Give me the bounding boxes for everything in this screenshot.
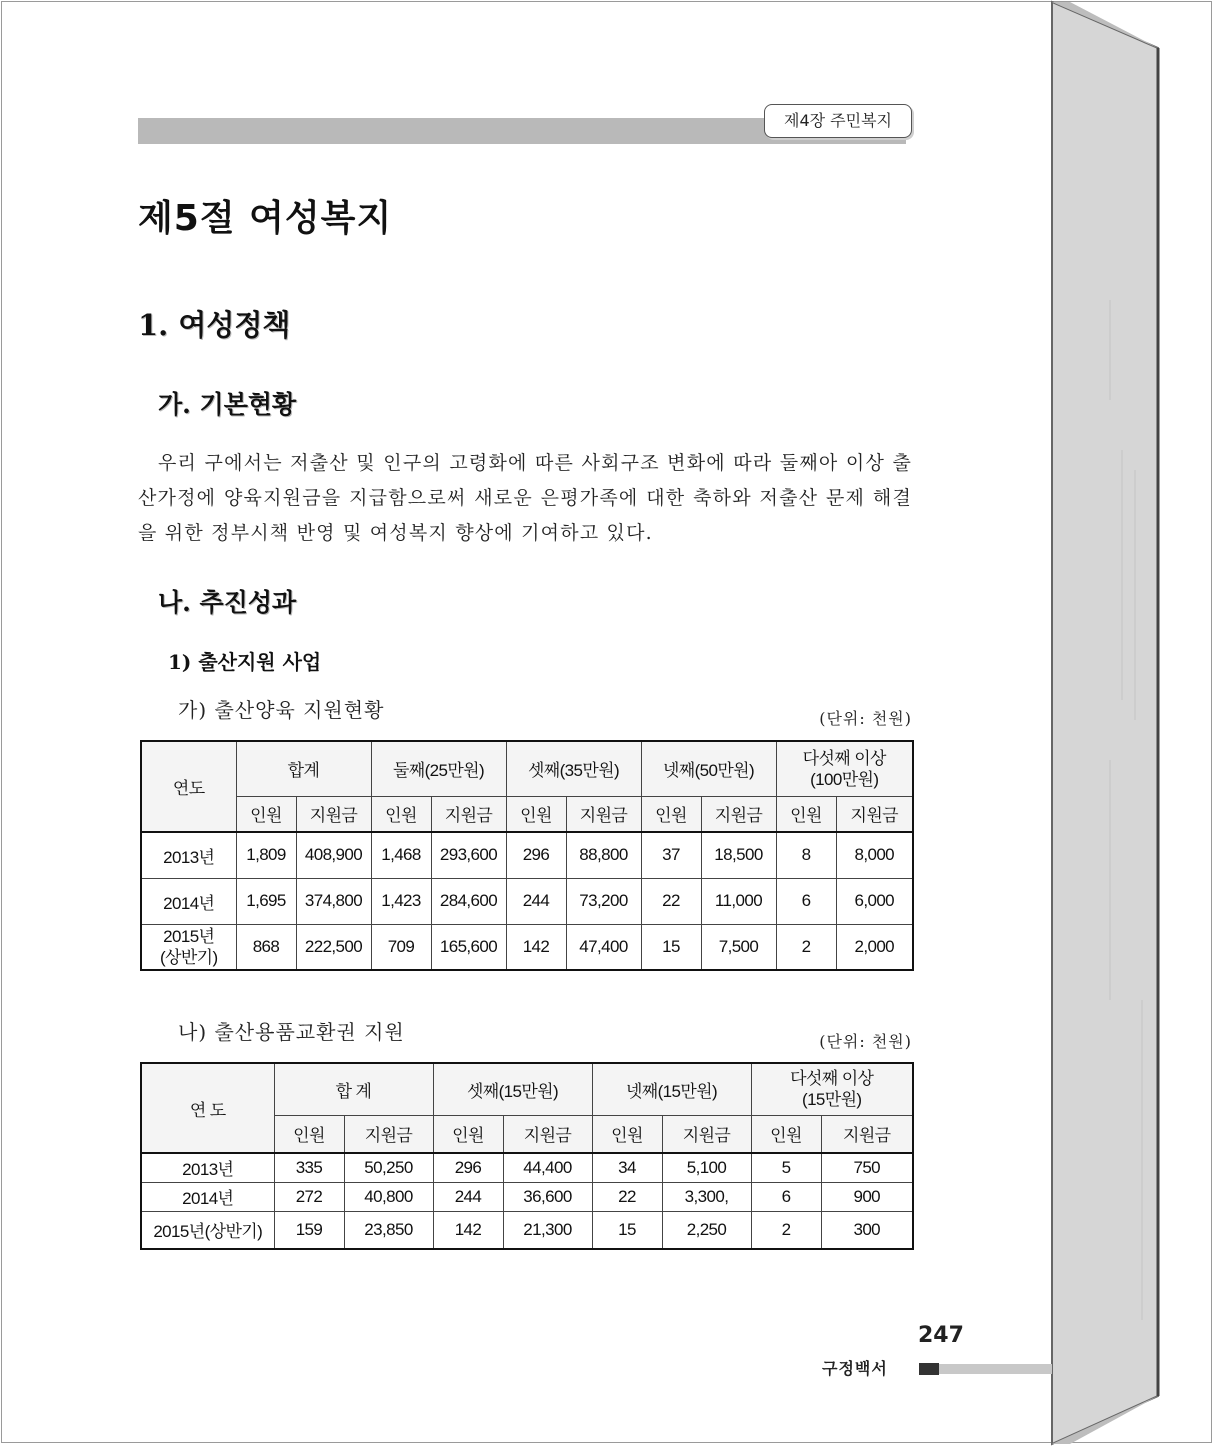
table-cell: 296 <box>506 832 566 878</box>
table-cell: 408,900 <box>296 832 371 878</box>
childcare-support-table <box>140 740 914 971</box>
chapter-tab: 제4장 주민복지 <box>764 104 912 138</box>
table-cell: 2 <box>776 924 836 970</box>
table-cell: 750 <box>821 1153 913 1182</box>
table2-group-third: 셋째(15만원) <box>433 1063 592 1115</box>
table-cell: 40,800 <box>344 1182 433 1211</box>
table-cell: 272 <box>274 1182 344 1211</box>
table2-unit: (단위: 천원) <box>819 1032 912 1051</box>
page-number: 247 <box>918 1323 964 1348</box>
table-cell: 5,100 <box>662 1153 751 1182</box>
footer-bar-dark <box>919 1363 939 1375</box>
table-cell: 709 <box>371 924 431 970</box>
table-cell: 142 <box>506 924 566 970</box>
table-cell: 244 <box>506 878 566 924</box>
table1-group-third: 셋째(35만원) <box>506 741 641 796</box>
table2-group-fifth <box>751 1063 913 1115</box>
table2-group-fifth-amount: (15만원) <box>802 1090 862 1110</box>
table2-sub-people: 인원 <box>751 1115 821 1153</box>
table-cell: 34 <box>592 1153 662 1182</box>
table-cell: 293,600 <box>431 832 506 878</box>
table1-sub-people: 인원 <box>236 796 296 832</box>
heading-birth-support: 1) 출산지원 사업 <box>168 650 322 674</box>
table-cell: 15 <box>592 1211 662 1249</box>
table-cell: 374,800 <box>296 878 371 924</box>
table1-group-second: 둘째(25만원) <box>371 741 506 796</box>
table-cell: 22 <box>592 1182 662 1211</box>
table2-group-fifth-label: 다섯째 이상 <box>790 1069 874 1089</box>
table1-group-total: 합계 <box>236 741 371 796</box>
table-row <box>141 1153 913 1182</box>
table1-year-label: 2015년 <box>163 926 215 946</box>
table1-year-cell: 2013년 <box>141 832 236 878</box>
table1-sub-people: 인원 <box>776 796 836 832</box>
table-row <box>141 1182 913 1211</box>
table1-sub-amount: 지원금 <box>836 796 913 832</box>
table-cell: 6 <box>776 878 836 924</box>
heading-achievements: 나. 추진성과 <box>158 588 297 617</box>
table-cell: 36,600 <box>503 1182 592 1211</box>
table-row <box>141 832 913 878</box>
table1-group-fifth <box>776 741 913 796</box>
table-cell: 244 <box>433 1182 503 1211</box>
table-cell: 222,500 <box>296 924 371 970</box>
table-cell: 18,500 <box>701 832 776 878</box>
table-cell: 15 <box>641 924 701 970</box>
section-title: 제5절 여성복지 <box>138 198 393 239</box>
table-cell: 23,850 <box>344 1211 433 1249</box>
table-cell: 900 <box>821 1182 913 1211</box>
table-cell: 1,468 <box>371 832 431 878</box>
page-stack-edge <box>1050 0 1215 1446</box>
table-cell: 44,400 <box>503 1153 592 1182</box>
table1-unit: (단위: 천원) <box>819 709 912 728</box>
table-cell: 296 <box>433 1153 503 1182</box>
table-cell: 284,600 <box>431 878 506 924</box>
table-cell: 11,000 <box>701 878 776 924</box>
table2-caption: 나) 출산용품교환권 지원 <box>178 1020 405 1044</box>
table-cell: 1,809 <box>236 832 296 878</box>
table-cell: 22 <box>641 878 701 924</box>
table1-sub-people: 인원 <box>506 796 566 832</box>
table-cell: 2,000 <box>836 924 913 970</box>
table2-year-cell: 2015년(상반기) <box>141 1211 274 1249</box>
table2-sub-people: 인원 <box>274 1115 344 1153</box>
table-row <box>141 878 913 924</box>
table1-sub-people: 인원 <box>371 796 431 832</box>
birth-voucher-table <box>140 1062 914 1250</box>
table-cell: 6 <box>751 1182 821 1211</box>
table-row <box>141 924 913 970</box>
table1-sub-amount: 지원금 <box>566 796 641 832</box>
table-cell: 2,250 <box>662 1211 751 1249</box>
table-cell: 50,250 <box>344 1153 433 1182</box>
heading-basic-status: 가. 기본현황 <box>158 390 297 419</box>
table-cell: 2 <box>751 1211 821 1249</box>
table-cell: 335 <box>274 1153 344 1182</box>
table2-year-cell: 2014년 <box>141 1182 274 1211</box>
footer-bar-light <box>939 1364 1052 1374</box>
table1-year-cell <box>141 924 236 970</box>
table-cell: 300 <box>821 1211 913 1249</box>
table-cell: 5 <box>751 1153 821 1182</box>
table-cell: 159 <box>274 1211 344 1249</box>
table1-sub-people: 인원 <box>641 796 701 832</box>
table2-year-cell: 2013년 <box>141 1153 274 1182</box>
table-cell: 165,600 <box>431 924 506 970</box>
table-cell: 47,400 <box>566 924 641 970</box>
table-cell: 8 <box>776 832 836 878</box>
table-row <box>141 1211 913 1249</box>
table2-group-fourth: 넷째(15만원) <box>592 1063 751 1115</box>
table1-sub-amount: 지원금 <box>296 796 371 832</box>
table2-sub-amount: 지원금 <box>503 1115 592 1153</box>
table-cell: 142 <box>433 1211 503 1249</box>
table2-sub-people: 인원 <box>433 1115 503 1153</box>
table1-group-fourth: 넷째(50만원) <box>641 741 776 796</box>
heading-women-policy: 1. 여성정책 <box>138 308 291 342</box>
table2-sub-amount: 지원금 <box>662 1115 751 1153</box>
body-paragraph: 우리 구에서는 저출산 및 인구의 고령화에 따른 사회구조 변화에 따라 둘째아 이상 출산가정에 양육지원금을 지급함으로써 새로운 은평가족에 대한 축하와 저출산 문제 해결을 위한 정부시책 반영 및 여성복지 향상에 기여하고 있다. <box>138 452 912 544</box>
table2-sub-people: 인원 <box>592 1115 662 1153</box>
table-cell: 8,000 <box>836 832 913 878</box>
table1-year-header: 연도 <box>141 741 236 832</box>
table1-caption: 가) 출산양육 지원현황 <box>178 698 385 722</box>
table-cell: 7,500 <box>701 924 776 970</box>
book-title: 구정백서 <box>822 1359 888 1378</box>
table1-group-fifth-label: 다섯째 이상 <box>802 748 886 768</box>
table2-group-total: 합 계 <box>274 1063 433 1115</box>
table2-sub-amount: 지원금 <box>821 1115 913 1153</box>
table1-year-period: (상반기) <box>159 947 218 967</box>
table-cell: 3,300, <box>662 1182 751 1211</box>
table2-year-header: 연 도 <box>141 1063 274 1153</box>
table-cell: 73,200 <box>566 878 641 924</box>
table-cell: 88,800 <box>566 832 641 878</box>
table-cell: 1,695 <box>236 878 296 924</box>
table-cell: 37 <box>641 832 701 878</box>
table1-group-fifth-amount: (100만원) <box>810 769 879 789</box>
table-cell: 868 <box>236 924 296 970</box>
table2-sub-amount: 지원금 <box>344 1115 433 1153</box>
table-cell: 1,423 <box>371 878 431 924</box>
table-cell: 21,300 <box>503 1211 592 1249</box>
table1-sub-amount: 지원금 <box>431 796 506 832</box>
table-cell: 6,000 <box>836 878 913 924</box>
table1-year-cell: 2014년 <box>141 878 236 924</box>
table1-sub-amount: 지원금 <box>701 796 776 832</box>
